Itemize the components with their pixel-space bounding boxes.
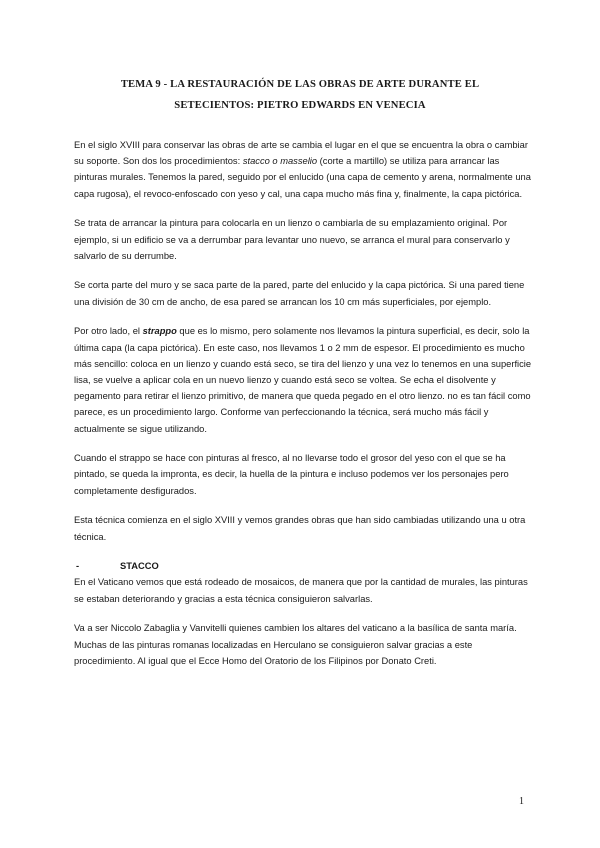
paragraph-4-text-a: Por otro lado, el xyxy=(74,326,143,337)
paragraph-1 xyxy=(74,137,534,202)
page-number: 1 xyxy=(519,796,524,807)
document-body xyxy=(74,137,534,682)
paragraph-3: Se corta parte del muro y se saca parte de la pared, parte del enlucido y la capa pictórica. Si una pared tiene una división de 30 cm de ancho, de esa pared se arrancan los 10 cm más superficiales, por ejemplo. xyxy=(74,280,525,307)
paragraph-1-text-b: (corte a martillo) se utiliza para arrancar las pinturas murales. Tenemos la pared, seguido por el enlucido (una capa de cemento y arena, normalmente una capa rugosa), el revoco-enfoscado con yeso y cal, una capa mucho más fina y, finalmente, la capa pictórica. xyxy=(74,156,531,199)
paragraph-6: Esta técnica comienza en el siglo XVIII y vemos grandes obras que han sido cambiadas utilizando una u otra técnica. xyxy=(74,515,526,542)
paragraph-8: Va a ser Niccolo Zabaglia y Vanvitelli quienes cambien los altares del vaticano a la basílica de santa maría. Muchas de las pinturas romanas localizadas en Herculano se consiguieron salvar gracias a este procedimiento. Al igual que el Ecce Homo del Oratorio de los Filipinos por Donato Creti. xyxy=(74,623,517,666)
list-dash: - xyxy=(76,561,80,572)
document-title xyxy=(60,74,540,116)
paragraph-2: Se trata de arrancar la pintura para colocarla en un lienzo o cambiarla de su emplazamiento original. Por ejemplo, si un edificio se va a derrumbar para levantar uno nuevo, se arranca el mural para conservarlo y salvarlo de su derrumbe. xyxy=(74,218,510,261)
paragraph-4 xyxy=(74,323,534,436)
paragraph-1-emphasis: stacco o masselio xyxy=(242,156,318,167)
title-line-1: TEMA 9 - LA RESTAURACIÓN DE LAS OBRAS DE ARTE DURANTE EL xyxy=(120,79,480,90)
paragraph-4-text-b: que es lo mismo, pero solamente nos llevamos la pintura superficial, es decir, solo la última capa (la capa pictórica). En este caso, nos llevamos 1 o 2 mm de espesor. El procedimiento es mucho más sencillo: coloca en un lienzo y cuando está seco, se tira del lienzo y una vez lo tenemos en una superficie lisa, se vuelve a aplicar cola en un nuevo lienzo y cuando está seco se voltea. Se echa el disolvente y pegamento para retirar el lienzo primitivo, de manera que queda pegado en el otro lienzo. no es tan fácil como parece, es un procedimiento largo. Conforme van perfeccionando la técnica, será mucho más fácil y actualmente se sigue utilizando. xyxy=(74,326,532,434)
paragraph-7: En el Vaticano vemos que está rodeado de mosaicos, de manera que por la cantidad de murales, las pinturas se estaban deteriorando y gracias a esta técnica consiguieron salvarlas. xyxy=(74,577,528,604)
section-heading-stacco xyxy=(74,558,534,574)
section-heading-text: STACCO xyxy=(120,561,159,572)
paragraph-5: Cuando el strappo se hace con pinturas al fresco, al no llevarse todo el grosor del yeso con el que se ha pintado, se queda la impronta, es decir, la huella de la pintura e incluso podemos ver los personajes pero completamente desfigurados. xyxy=(74,453,509,496)
paragraph-1-text-a: En el siglo XVIII para conservar las obras de arte se cambia el lugar en el que se encuentra la obra o cambiar su soporte. Son dos los procedimientos: xyxy=(74,140,528,167)
paragraph-4-emphasis: strappo xyxy=(142,326,177,337)
title-line-2: SETECIENTOS: PIETRO EDWARDS EN VENECIA xyxy=(174,100,426,111)
